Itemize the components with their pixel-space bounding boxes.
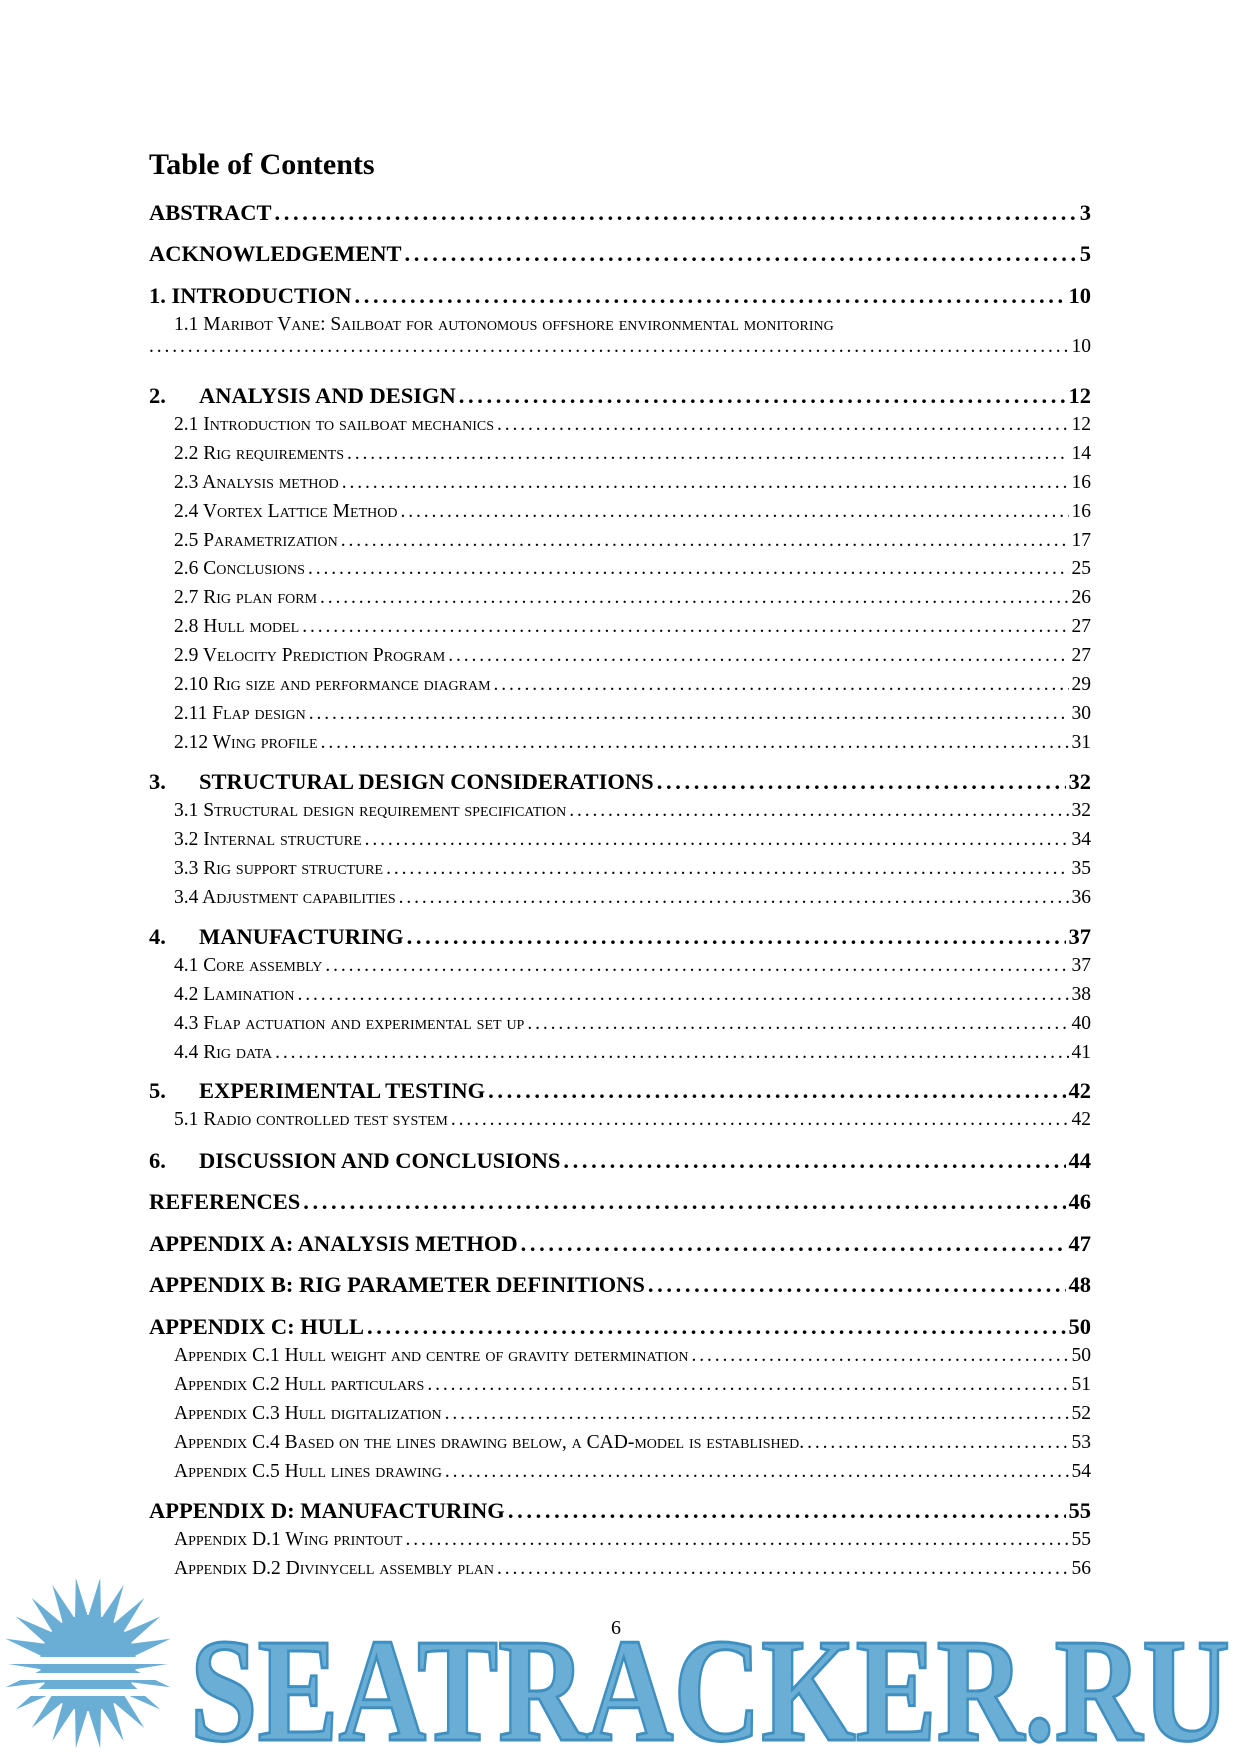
toc-page-number: 50 [1071, 1345, 1091, 1366]
toc-page-number: 55 [1068, 1498, 1091, 1523]
toc-page-number: 44 [1068, 1148, 1091, 1173]
toc-entry[interactable] [149, 1403, 1091, 1425]
leader-dots [298, 984, 1069, 1006]
toc-page-number: 34 [1071, 829, 1091, 850]
leader-dots [527, 1013, 1068, 1035]
toc-section-number: 3. [149, 769, 166, 794]
leader-dots [657, 769, 1066, 795]
leader-dots [459, 383, 1066, 409]
toc-page-number: 26 [1071, 587, 1091, 608]
leader-dots [342, 472, 1069, 494]
toc-entry[interactable] [149, 472, 1091, 494]
toc-entry-title: MANUFACTURING [199, 924, 404, 949]
toc-entry-title: APPENDIX C: HULL [149, 1314, 365, 1339]
leader-dots [149, 336, 1069, 358]
leader-dots [692, 1345, 1069, 1367]
toc-page-number: 56 [1071, 1558, 1091, 1579]
leader-dots [521, 1231, 1066, 1257]
toc-page-number: 3 [1079, 200, 1091, 225]
leader-dots [497, 414, 1068, 436]
toc-entry-title: APPENDIX B: RIG PARAMETER DEFINITIONS [149, 1272, 645, 1297]
toc-page-number: 54 [1071, 1461, 1091, 1482]
leader-dots [445, 1461, 1069, 1483]
toc-section-number: 2. [149, 383, 166, 408]
leader-dots [451, 1109, 1069, 1131]
toc-entry-title: 2.1 Introduction to sailboat mechanics [174, 414, 495, 435]
leader-dots [400, 501, 1068, 523]
toc-entry-title: 4.1 Core assembly [174, 955, 323, 976]
toc-entry-title: 2.11 Flap design [174, 703, 306, 724]
toc-entry[interactable] [149, 1272, 1091, 1298]
toc-entry-title: 1. INTRODUCTION [149, 283, 352, 308]
toc-section-number: 5. [149, 1078, 166, 1103]
leader-dots [405, 241, 1077, 267]
sun-logo-icon [0, 1578, 180, 1748]
toc-entry-title: STRUCTURAL DESIGN CONSIDERATIONS [199, 769, 654, 794]
toc-entry-title: 5.1 Radio controlled test system [174, 1109, 448, 1130]
leader-dots [347, 443, 1068, 465]
toc-page-number: 12 [1068, 383, 1091, 408]
leader-dots [563, 1148, 1065, 1174]
toc-entry-title: 2.8 Hull model [174, 616, 300, 637]
toc-entry-title: Appendix C.5 Hull lines drawing [174, 1461, 442, 1482]
toc-entry-title: 4.4 Rig data [174, 1042, 273, 1063]
toc-page-number: 37 [1068, 924, 1091, 949]
toc-entry[interactable] [149, 1231, 1091, 1257]
leader-dots [488, 1078, 1065, 1104]
toc-entry-title: 2.10 Rig size and performance diagram [174, 674, 491, 695]
toc-entry-title: EXPERIMENTAL TESTING [199, 1078, 486, 1103]
toc-entry[interactable] [149, 558, 1091, 580]
toc-entry-title: 3.2 Internal structure [174, 829, 362, 850]
toc-entry[interactable] [149, 1148, 1091, 1174]
toc-entry[interactable] [149, 283, 1091, 309]
toc-page-number: 31 [1071, 732, 1091, 753]
leader-dots [321, 732, 1069, 754]
toc-page-number: 27 [1071, 645, 1091, 666]
toc-entry-title: 2.4 Vortex Lattice Method [174, 501, 398, 522]
toc-entry-title: REFERENCES [149, 1189, 301, 1214]
leader-dots [445, 1403, 1069, 1425]
toc-entry[interactable] [149, 769, 1091, 795]
leader-dots [399, 887, 1069, 909]
toc-entry[interactable] [149, 1109, 1091, 1131]
toc-entry[interactable] [149, 955, 1091, 977]
toc-entry-title: APPENDIX A: ANALYSIS METHOD [149, 1231, 518, 1256]
toc-page-number: 37 [1071, 955, 1091, 976]
page-number: 6 [611, 1617, 621, 1639]
toc-page-number: 52 [1071, 1403, 1091, 1424]
toc-page-number: 14 [1071, 443, 1091, 464]
toc-entry-title: ANALYSIS AND DESIGN [199, 383, 456, 408]
toc-entry-title: 4.2 Lamination [174, 984, 295, 1005]
leader-dots [275, 1042, 1068, 1064]
toc-page-number: 51 [1071, 1374, 1091, 1395]
leader-dots [341, 530, 1069, 552]
toc-page-number: 25 [1071, 558, 1091, 579]
toc-entry-title: Appendix D.1 Wing printout [174, 1529, 403, 1550]
toc-section-number: 6. [149, 1148, 166, 1173]
toc-section-number: 4. [149, 924, 166, 949]
leader-dots [508, 1498, 1066, 1524]
toc-page-number: 38 [1071, 984, 1091, 1005]
toc-entry[interactable] [149, 924, 1091, 950]
leader-dots [303, 1189, 1065, 1215]
toc-entry-title: Appendix C.2 Hull particulars [174, 1374, 425, 1395]
toc-entry[interactable] [149, 645, 1091, 667]
toc-page-number: 17 [1071, 530, 1091, 551]
toc-entry-title: Appendix D.2 Divinycell assembly plan [174, 1558, 494, 1579]
page-title: Table of Contents [149, 148, 375, 181]
toc-page-number: 16 [1071, 472, 1091, 493]
toc-entry[interactable] [149, 501, 1091, 523]
toc-entry-title: 4.3 Flap actuation and experimental set up [174, 1013, 525, 1034]
toc-entry[interactable] [149, 443, 1091, 465]
toc-entry-title: Appendix C.1 Hull weight and centre of gravity determination [174, 1345, 689, 1366]
toc-page-number: 29 [1071, 674, 1091, 695]
toc-entry[interactable] [149, 1498, 1091, 1524]
leader-dots [325, 955, 1068, 977]
leader-dots [302, 616, 1068, 638]
toc-entry[interactable] [149, 674, 1091, 696]
leader-dots [355, 283, 1066, 309]
leader-dots [365, 829, 1069, 851]
leader-dots [275, 200, 1077, 226]
toc-entry-title: 2.2 Rig requirements [174, 443, 345, 464]
toc-entry[interactable] [149, 703, 1091, 725]
toc-entry[interactable] [149, 1345, 1091, 1367]
toc-entry[interactable] [149, 241, 1091, 267]
toc-page-number: 46 [1068, 1189, 1091, 1214]
toc-entry[interactable] [149, 587, 1091, 609]
leader-dots [569, 800, 1068, 822]
toc-entry-title: 2.7 Rig plan form [174, 587, 318, 608]
toc-entry[interactable] [149, 732, 1091, 754]
watermark [0, 1545, 1239, 1754]
toc-page-number: 5 [1079, 241, 1091, 266]
leader-dots [386, 858, 1068, 880]
toc-entry[interactable] [149, 1189, 1091, 1215]
toc-page-number: 41 [1071, 1042, 1091, 1063]
toc-entry[interactable] [149, 984, 1091, 1006]
toc-entry-title: 3.4 Adjustment capabilities [174, 887, 396, 908]
toc-entry[interactable] [149, 414, 1091, 436]
toc-entry-title: APPENDIX D: MANUFACTURING [149, 1498, 505, 1523]
toc-entry-title: ABSTRACT [149, 200, 272, 225]
leader-dots [648, 1272, 1066, 1298]
toc-page-number: 36 [1071, 887, 1091, 908]
toc-entry[interactable] [149, 1461, 1091, 1483]
toc-entry-title: 2.3 Analysis method [174, 472, 339, 493]
toc-entry[interactable] [149, 616, 1091, 638]
leader-dots [407, 924, 1066, 950]
leader-dots [427, 1374, 1068, 1396]
toc-entry[interactable] [149, 200, 1091, 226]
toc-entry-title: 1.1 Maribot Vane: Sailboat for autonomous offshore environmental monitoring [174, 314, 834, 335]
toc-entry-title: Appendix C.3 Hull digitalization [174, 1403, 442, 1424]
watermark-text: SEATRACKER.RU [190, 1609, 1230, 1754]
toc-page-number: 47 [1068, 1231, 1091, 1256]
toc-entry[interactable] [149, 383, 1091, 409]
toc-entry[interactable] [149, 887, 1091, 909]
toc-page-number: 40 [1071, 1013, 1091, 1034]
toc-entry[interactable] [149, 1013, 1091, 1035]
toc-entry[interactable] [149, 530, 1091, 552]
toc-entry[interactable] [149, 858, 1091, 880]
toc-page-number: 50 [1068, 1314, 1091, 1339]
leader-dots [320, 587, 1068, 609]
toc-page-number: 27 [1071, 616, 1091, 637]
toc-entry-title: 3.3 Rig support structure [174, 858, 384, 879]
toc-page-number: 12 [1071, 414, 1091, 435]
toc-entry[interactable] [149, 1042, 1091, 1064]
toc-entry-title: Appendix C.4 Based on the lines drawing below, a CAD-model is established. [174, 1432, 805, 1453]
toc-page-number: 42 [1068, 1078, 1091, 1103]
toc-page-number: 55 [1071, 1529, 1091, 1550]
toc-page-number: 16 [1071, 501, 1091, 522]
toc-entry-title: 3.1 Structural design requirement specification [174, 800, 567, 821]
leader-dots [494, 674, 1069, 696]
leader-dots [309, 703, 1069, 725]
toc-page-number: 32 [1068, 769, 1091, 794]
toc-page-number: 32 [1071, 800, 1091, 821]
toc-page-number: 10 [1068, 283, 1091, 308]
toc-page-number: 30 [1071, 703, 1091, 724]
leader-dots [448, 645, 1068, 667]
toc-page-number: 35 [1071, 858, 1091, 879]
toc-entry[interactable] [149, 800, 1091, 822]
toc-entry-title: 2.5 Parametrization [174, 530, 338, 551]
leader-dots [308, 558, 1069, 580]
toc-page-number: 10 [1071, 336, 1091, 357]
leader-dots [807, 1432, 1068, 1454]
toc-page-number: 42 [1071, 1109, 1091, 1130]
toc-entry[interactable] [149, 1432, 1091, 1454]
toc-entry-title: 2.6 Conclusions [174, 558, 305, 579]
toc-entry[interactable] [149, 1078, 1091, 1104]
toc-entry-title: ACKNOWLEDGEMENT [149, 241, 402, 266]
toc-page-number: 48 [1068, 1272, 1091, 1297]
toc-page-number: 53 [1071, 1432, 1091, 1453]
toc-entry[interactable] [149, 1314, 1091, 1340]
toc-entry[interactable] [149, 1374, 1091, 1396]
toc-entry-title: 2.9 Velocity Prediction Program [174, 645, 446, 666]
toc-entry-title: DISCUSSION AND CONCLUSIONS [199, 1148, 561, 1173]
toc-entry[interactable] [149, 314, 1091, 358]
toc-entry-title: 2.12 Wing profile [174, 732, 318, 753]
leader-dots [367, 1314, 1065, 1340]
toc-entry[interactable] [149, 829, 1091, 851]
